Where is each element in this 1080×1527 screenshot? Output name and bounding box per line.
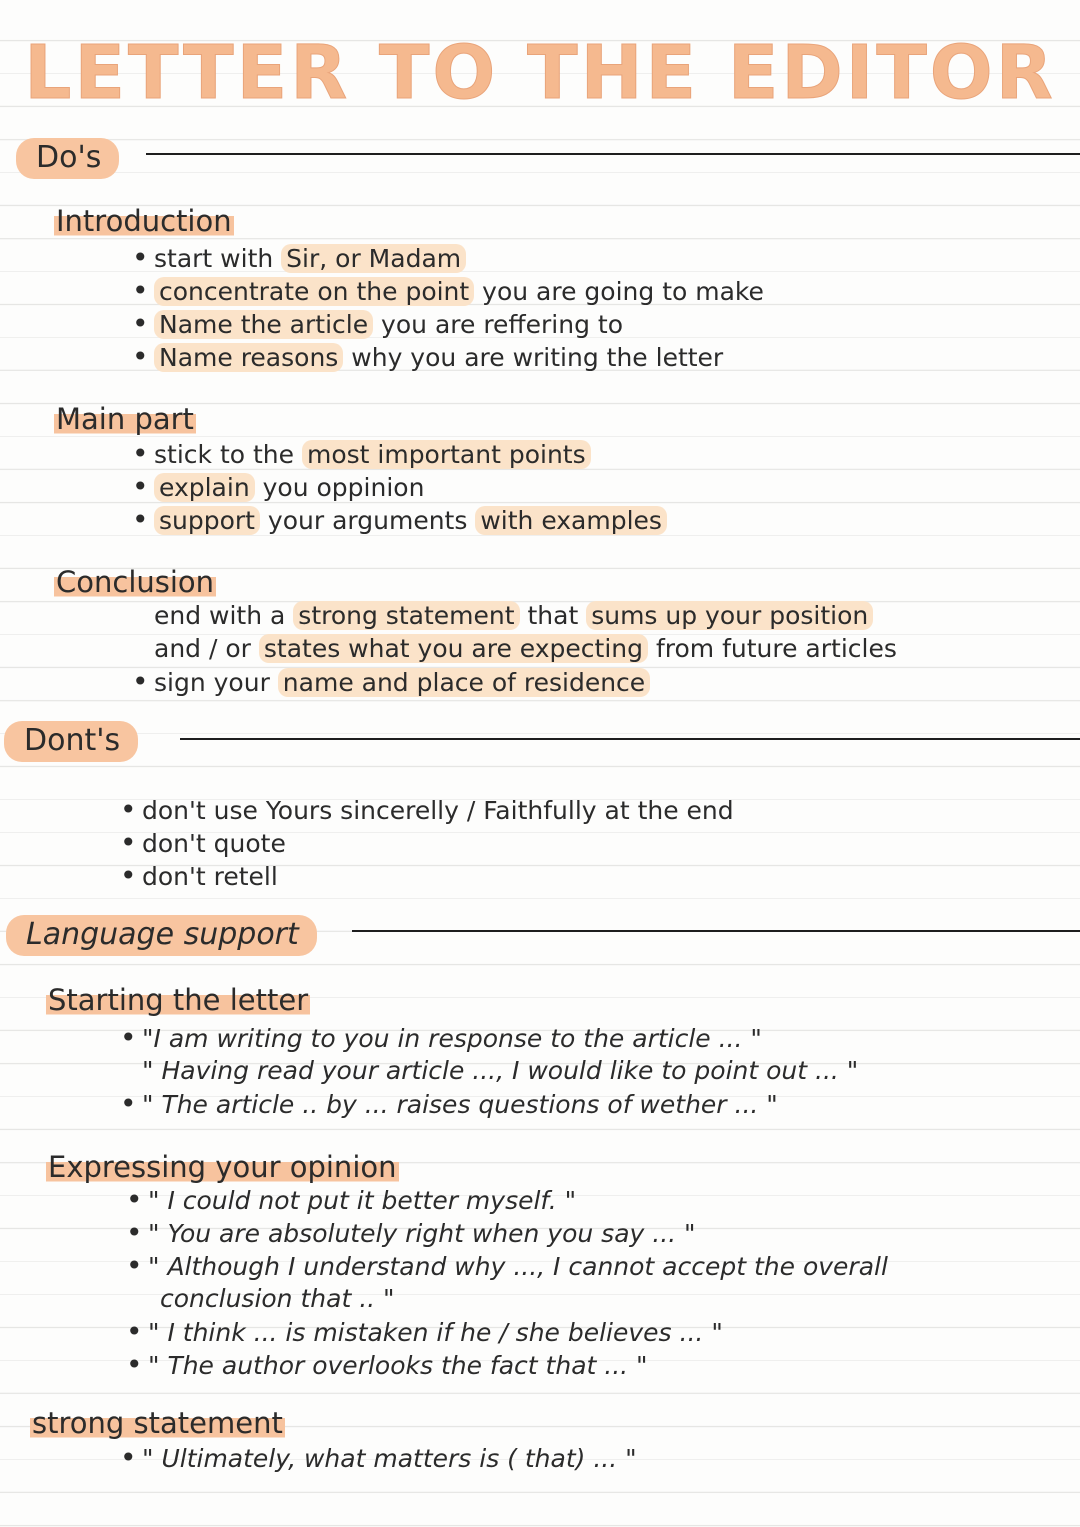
donts-divider xyxy=(180,738,1080,740)
main-item-3: • support your arguments with examples xyxy=(132,504,667,537)
dos-divider xyxy=(146,153,1080,155)
page-title xyxy=(0,28,1080,118)
starting-item-2: " Having read your article ..., I would like to point out ... " xyxy=(142,1056,859,1085)
main-item-2: • explain you oppinion xyxy=(132,471,424,504)
starting-item-3: • " The article .. by ... raises questions of wether ... " xyxy=(120,1088,778,1121)
opinion-item-2: • " You are absolutely right when you say ... " xyxy=(126,1217,696,1250)
introduction-heading: Introduction xyxy=(56,204,232,238)
starting-heading: Starting the letter xyxy=(48,983,309,1017)
strong-statement-heading: strong statement xyxy=(32,1406,283,1440)
donts-heading: Dont's xyxy=(4,721,138,762)
opinion-item-5: • " The author overlooks the fact that ... " xyxy=(126,1349,648,1382)
intro-item-3: • Name the article you are reffering to xyxy=(132,308,623,341)
conclusion-line-1: end with a strong statement that sums up your position xyxy=(154,600,873,632)
main-item-1: • stick to the most important points xyxy=(132,438,591,471)
opinion-heading: Expressing your opinion xyxy=(48,1150,397,1184)
opinion-item-3-cont: conclusion that .. " xyxy=(160,1284,395,1313)
page-title-text: LETTER TO THE EDITOR xyxy=(24,30,1056,116)
main-part-heading: Main part xyxy=(56,402,194,436)
intro-item-4: • Name reasons why you are writing the letter xyxy=(132,341,723,374)
donts-item-2: • don't quote xyxy=(120,827,286,860)
intro-item-1: • start with Sir, or Madam xyxy=(132,242,466,275)
language-support-divider xyxy=(352,930,1080,932)
opinion-item-3: • " Although I understand why ..., I cannot accept the overall xyxy=(126,1250,888,1283)
intro-item-2: • concentrate on the point you are going to make xyxy=(132,275,764,308)
conclusion-line-2: and / or states what you are expecting from future articles xyxy=(154,634,897,663)
strong-item-1: • " Ultimately, what matters is ( that) ... " xyxy=(120,1442,637,1475)
starting-item-1: • "I am writing to you in response to the article ... " xyxy=(120,1022,762,1055)
donts-item-1: • don't use Yours sincerelly / Faithfully at the end xyxy=(120,794,734,827)
donts-item-3: • don't retell xyxy=(120,860,278,893)
conclusion-heading: Conclusion xyxy=(56,565,215,599)
conclusion-line-3: • sign your name and place of residence xyxy=(132,666,650,699)
dos-heading: Do's xyxy=(16,138,119,179)
opinion-item-4: • " I think ... is mistaken if he / she believes ... " xyxy=(126,1316,723,1349)
opinion-item-1: • " I could not put it better myself. " xyxy=(126,1184,576,1217)
language-support-heading: Language support xyxy=(6,915,317,956)
